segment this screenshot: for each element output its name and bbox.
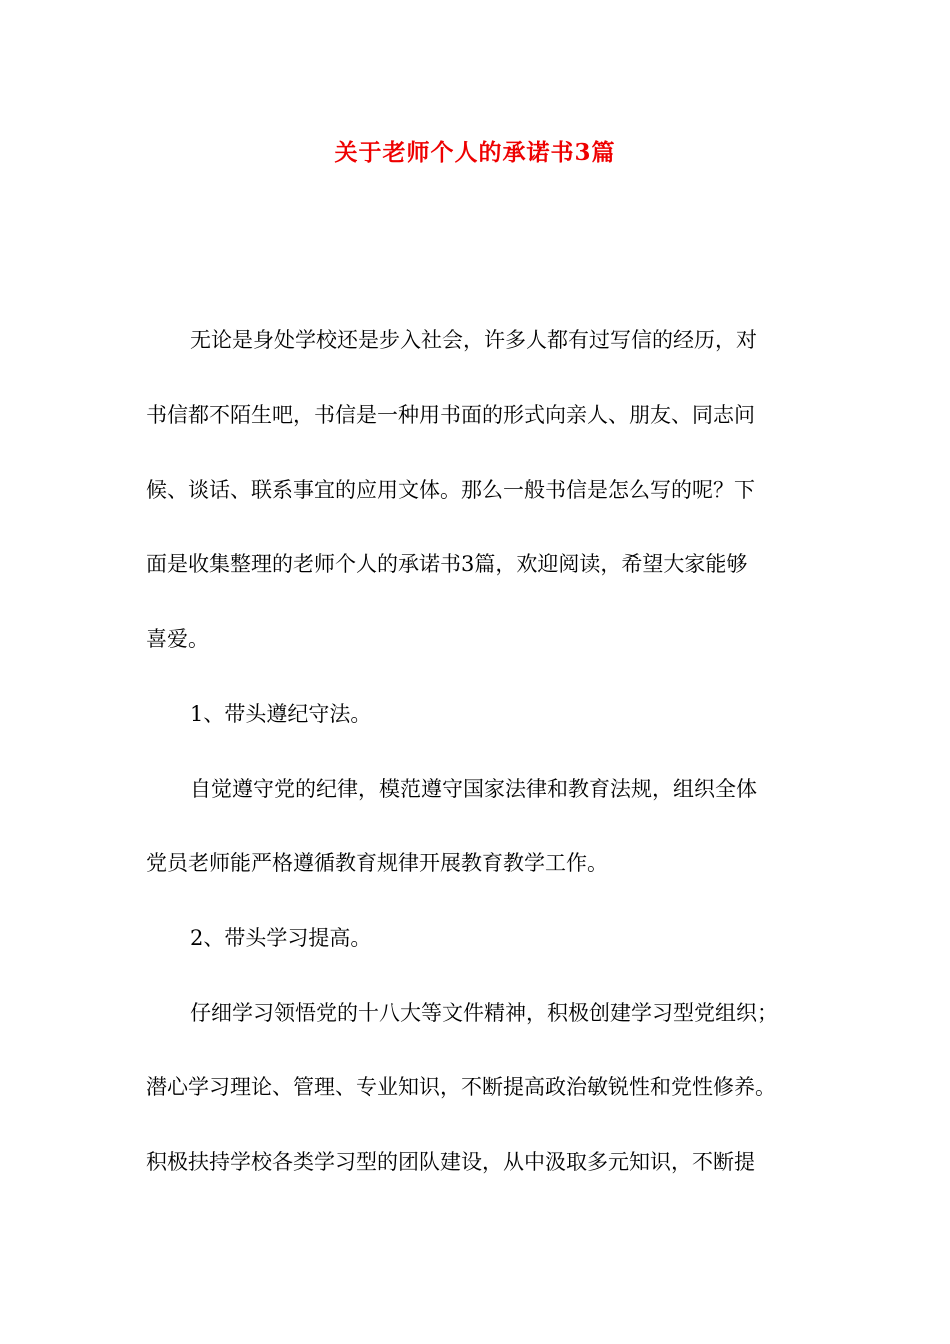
paragraph-line: 无论是身处学校还是步入社会，许多人都有过写信的经历，对	[190, 328, 757, 352]
document-title: 关于老师个人的承诺书3篇	[334, 139, 616, 166]
paragraph-line: 自觉遵守党的纪律，模范遵守国家法律和教育法规，组织全体	[190, 777, 757, 801]
section-heading: 1、带头遵纪守法。	[190, 702, 372, 726]
paragraph-line: 候、谈话、联系事宜的应用文体。那么一般书信是怎么写的呢？下	[146, 478, 755, 502]
section-heading: 2、带头学习提高。	[190, 926, 372, 950]
paragraph-line: 喜爱。	[146, 627, 209, 651]
paragraph-line: 潜心学习理论、管理、专业知识，不断提高政治敏锐性和党性修养。	[146, 1075, 776, 1099]
paragraph-line: 积极扶持学校各类学习型的团队建设，从中汲取多元知识，不断提	[146, 1150, 755, 1174]
paragraph-line: 党员老师能严格遵循教育规律开展教育教学工作。	[146, 851, 608, 875]
paragraph-line: 仔细学习领悟党的十八大等文件精神，积极创建学习型党组织；	[190, 1001, 778, 1025]
paragraph-line: 面是收集整理的老师个人的承诺书3篇，欢迎阅读，希望大家能够	[146, 552, 748, 576]
paragraph-line: 书信都不陌生吧，书信是一种用书面的形式向亲人、朋友、同志问	[146, 403, 755, 427]
